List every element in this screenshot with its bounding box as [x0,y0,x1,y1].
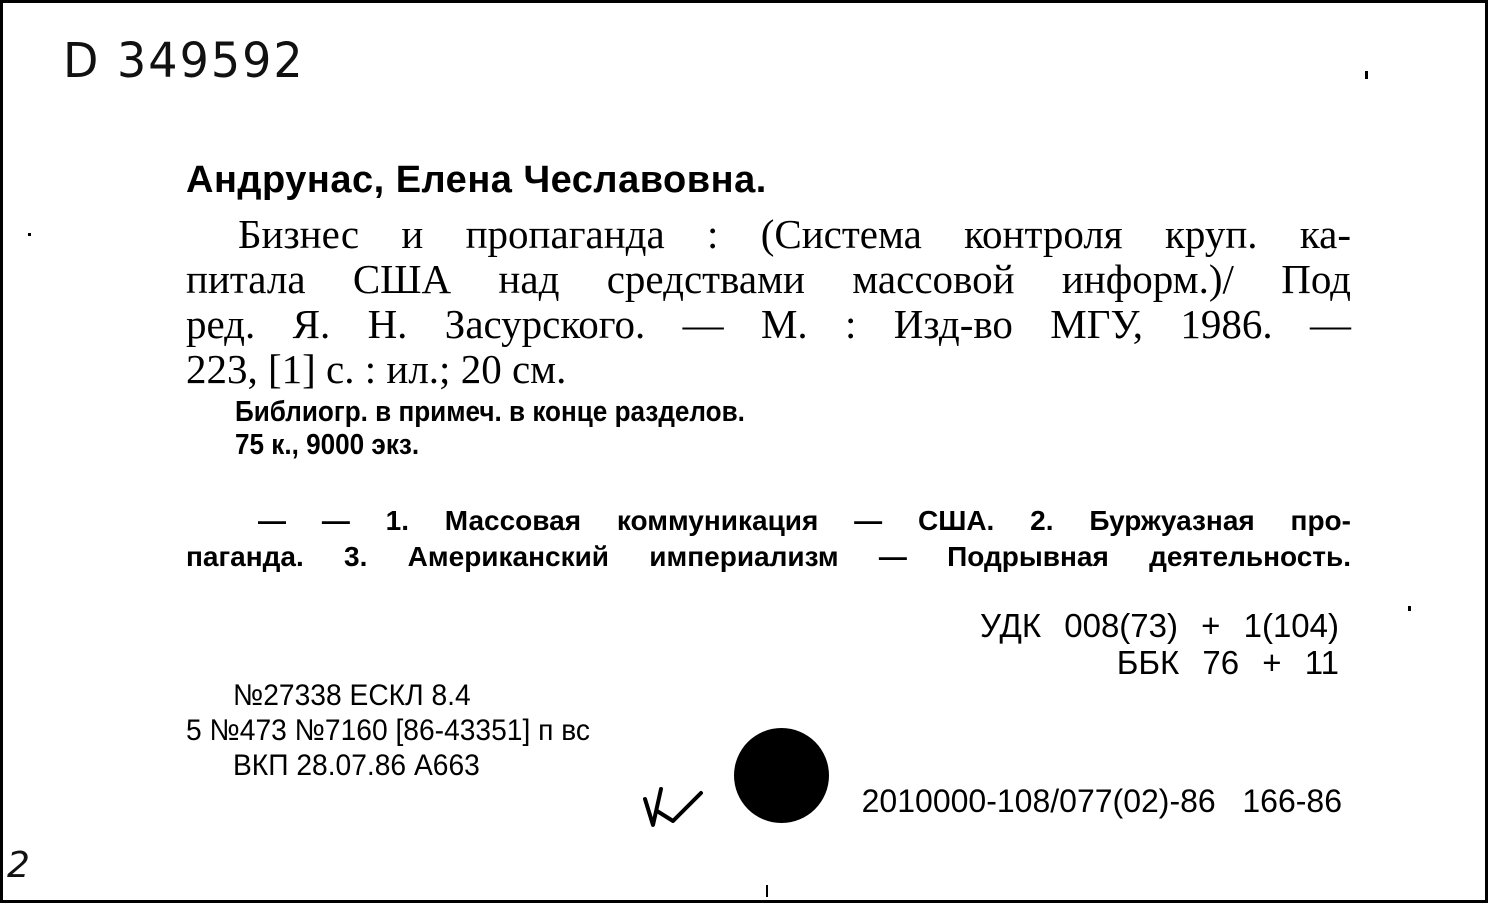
scan-speck [1365,71,1368,79]
punch-hole [734,728,829,823]
admin-line: 5 №473 №7160 [86-43351] п вс [186,714,591,747]
subject-line: — — 1. Массовая коммуникация — США. 2. Буржуазная про- [258,505,1351,536]
subject-headings [186,503,1351,575]
scan-speck [28,233,31,236]
author-heading: Андрунас, Елена Чеславовна. [186,159,767,201]
admin-line: №27338 ЕСКЛ 8.4 [233,679,471,712]
admin-block [186,678,590,783]
bibliography-note: Библиогр. в примеч. в конце разделов. [235,396,745,428]
isbn-line [787,783,1342,820]
title-line: питала США над средствами массовой информ.)/ Под [186,256,1351,302]
scan-speck [766,885,768,897]
udk-code: УДК 008(73) + 1(104) [980,607,1339,644]
price-print-run: 75 к., 9000 экз. [235,429,420,461]
check-mark-icon [639,781,709,831]
handwritten-mark: 2 [7,845,30,886]
classification-block [980,607,1339,681]
subject-line: паганда. 3. Американский империализм — Подрывная деятельность. [186,541,1351,572]
title-description [186,212,1351,392]
admin-line: ВКП 28.07.86 А663 [233,749,480,782]
call-number: D 349592 [63,31,305,89]
notes-block [235,396,745,462]
bbk-code: ББК 76 + 11 [1116,644,1339,681]
title-line: Бизнес и пропаганда : (Система контроля круп. ка- [238,211,1351,257]
title-line: ред. Я. Н. Засурского. — М. : Изд-во МГУ, 1986. — [186,301,1351,347]
title-line: 223, [1] с. : ил.; 20 см. [186,346,567,392]
scan-speck [1408,606,1411,611]
isbn-suffix: 2010000-108/077(02)-86 166-86 [861,783,1342,819]
